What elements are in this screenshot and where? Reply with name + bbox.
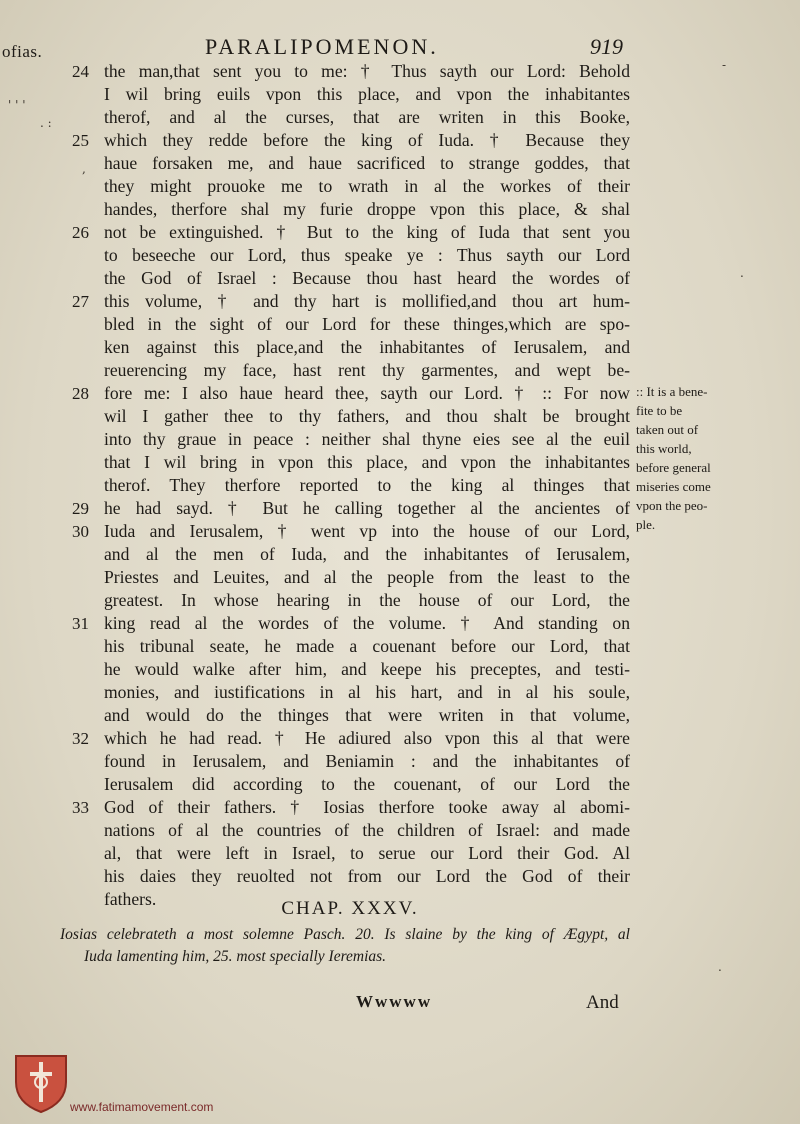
margin-note-line: ple. — [636, 517, 656, 532]
chapter-summary-line-1: Iosias celebrateth a most solemne Pasch. 20. Is slaine by the king of Ægypt, al — [60, 926, 630, 943]
margin-note-line: taken out of — [636, 422, 699, 437]
verse-number: 30 — [72, 522, 89, 541]
margin-note-line: this world, — [636, 441, 692, 456]
text-line: not be extinguished. † But to the king of Iuda that sent you — [104, 222, 630, 242]
text-line: I wil bring euils vpon this place, and vpon the inhabitantes — [104, 84, 630, 104]
text-line: king read al the wordes of the volume. † And standing on — [104, 613, 630, 633]
text-line: found in Ierusalem, and Beniamin : and the inhabitantes of — [104, 751, 630, 771]
margin-note-line: before general — [636, 460, 711, 475]
margin-note-line: vpon the peo- — [636, 498, 708, 513]
chapter-heading: CHAP. XXXV. — [281, 898, 419, 919]
text-line: Iuda and Ierusalem, † went vp into the house of our Lord, — [104, 521, 630, 541]
margin-speck: - — [722, 58, 727, 72]
text-line: his tribunal seate, he made a couenant before our Lord, that — [104, 636, 630, 656]
verse-number: 32 — [72, 729, 89, 748]
margin-speck: . — [718, 960, 722, 974]
text-line: the man,that sent you to me: † Thus sayth our Lord: Behold — [104, 61, 630, 81]
text-line: and al the men of Iuda, and the inhabitantes of Ierusalem, — [104, 544, 630, 564]
text-line: haue forsaken me, and haue sacrificed to strange goddes, that — [104, 153, 630, 173]
catchword: And — [586, 992, 619, 1013]
text-line: Priestes and Leuites, and al the people from the least to the — [104, 567, 630, 587]
fatima-seal-logo — [12, 1052, 70, 1114]
text-line: he would walke after him, and keepe his preceptes, and testi- — [104, 659, 630, 679]
text-line: he had sayd. † But he calling together al the ancientes of — [104, 498, 630, 518]
margin-note-line: miseries come — [636, 479, 711, 494]
text-line: therof, and al the curses, that are writen in this Booke, — [104, 107, 630, 127]
verse-number: 26 — [72, 223, 89, 242]
margin-note-line: :: It is a bene- — [636, 384, 708, 399]
text-line: they might prouoke me to wrath in al the workes of their — [104, 176, 630, 196]
text-line: wil I gather thee to thy fathers, and thou shalt be brought — [104, 406, 630, 426]
text-line: bled in the sight of our Lord for these thinges,which are spo- — [104, 314, 630, 334]
verse-number: 28 — [72, 384, 89, 403]
text-line: nations of al the countries of the children of Israel: and made — [104, 820, 630, 840]
margin-speck: . — [740, 266, 744, 280]
text-line: God of their fathers. † Iosias therfore tooke away al abomi- — [104, 797, 630, 817]
text-line: ken against this place,and the inhabitantes of Ierusalem, and — [104, 337, 630, 357]
verse-number: 33 — [72, 798, 89, 817]
signature-mark: Wwwww — [356, 992, 433, 1011]
chapter-summary-line-2: Iuda lamenting him, 25. most specially Ieremias. — [84, 948, 387, 965]
text-line: and would do the thinges that were writen in that volume, — [104, 705, 630, 725]
margin-speck: . : — [40, 116, 52, 130]
text-line: al, that were left in Israel, to serue our Lord their God. Al — [104, 843, 630, 863]
text-line: Ierusalem did according to the couenant, of our Lord the — [104, 774, 630, 794]
margin-note-line: fite to be — [636, 403, 683, 418]
running-title: PARALIPOMENON. — [205, 34, 439, 59]
text-line: the God of Israel : Because thou hast heard the wordes of — [104, 268, 630, 288]
text-line: fathers. — [104, 889, 157, 909]
text-line: which they redde before the king of Iuda. † Because they — [104, 130, 630, 150]
margin-speck: ' ' ' — [8, 98, 26, 112]
verse-number: 24 — [72, 62, 89, 81]
text-line: fore me: I also haue heard thee, sayth our Lord. † :: For now — [104, 383, 630, 403]
text-line: his daies they reuolted not from our Lord the God of their — [104, 866, 630, 886]
text-line: that I wil bring in vpon this place, and vpon the inhabitantes — [104, 452, 630, 472]
text-line: this volume, † and thy hart is mollified,and thou art hum- — [104, 291, 630, 311]
text-line: monies, and iustifications in al his hart, and in al his soule, — [104, 682, 630, 702]
running-head-left: ofias. — [2, 42, 43, 61]
text-line: which he had read. † He adiured also vpon this al that were — [104, 728, 630, 748]
margin-speck: , — [82, 162, 86, 176]
page-number: 919 — [590, 34, 623, 59]
verse-number: 27 — [72, 292, 89, 311]
text-line: therof. They therfore reported to the king al thinges that — [104, 475, 630, 495]
verse-number: 31 — [72, 614, 89, 633]
margin-note — [636, 382, 766, 534]
text-line: greatest. In whose hearing in the house of our Lord, the — [104, 590, 630, 610]
text-line: handes, therfore shal my furie droppe vpon this place, & shal — [104, 199, 630, 219]
text-line: to beseeche our Lord, thus speake ye : Thus sayth our Lord — [104, 245, 630, 265]
verse-number: 29 — [72, 499, 89, 518]
watermark-url: www.fatimamovement.com — [70, 1100, 214, 1114]
text-line: into thy graue in peace : neither shal thyne eies see al the euil — [104, 429, 630, 449]
text-line: reuerencing my face, hast rent thy garmentes, and wept be- — [104, 360, 630, 380]
verse-number: 25 — [72, 131, 89, 150]
